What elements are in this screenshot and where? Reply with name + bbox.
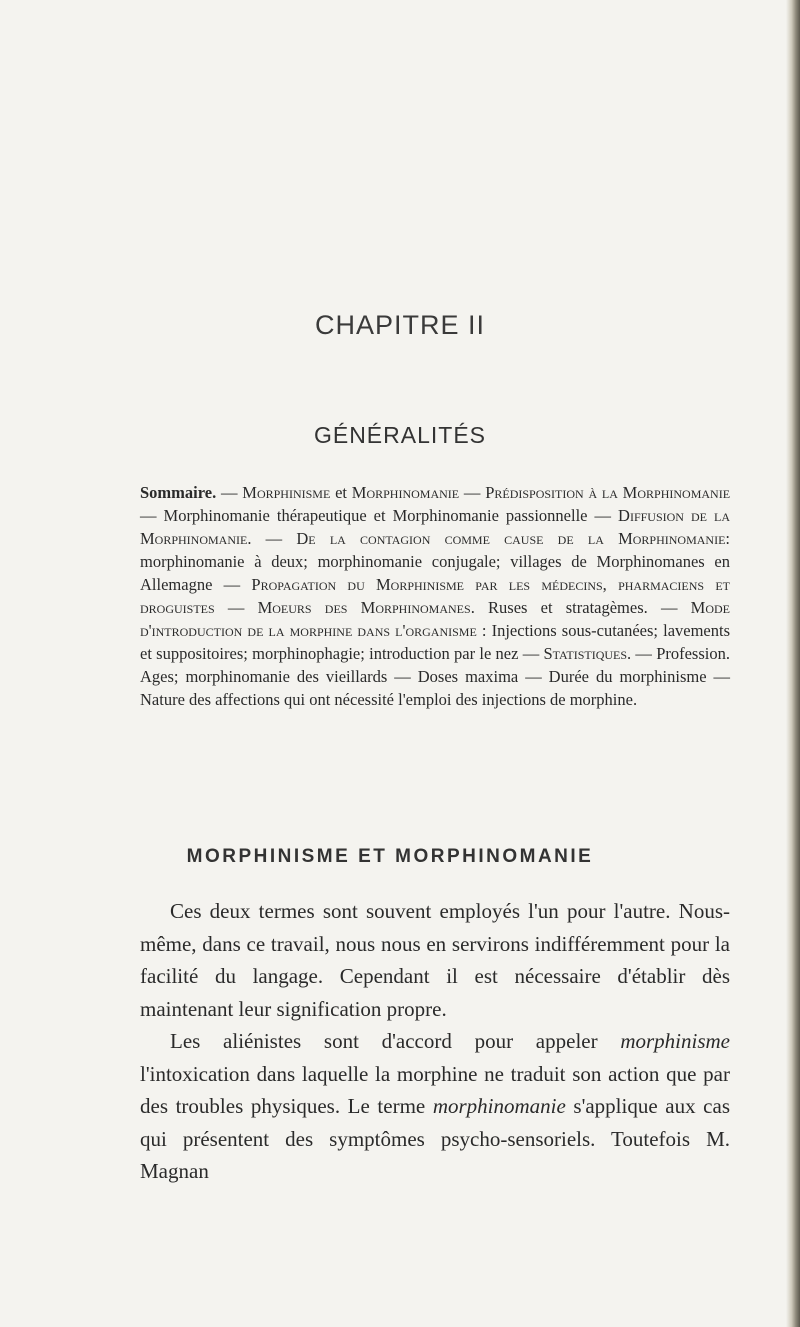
summary-smallcaps: Diffusion de la Morphinomanie	[140, 506, 730, 548]
chapter-heading: CHAPITRE II	[314, 310, 486, 340]
page-edge-shadow	[786, 0, 800, 1327]
summary-text: . Ruses et stratagèmes. —	[470, 598, 691, 617]
summary-smallcaps: Prédisposition à la Morphinomanie	[485, 483, 731, 502]
summary-text: : morphinomanie à deux; morphinomanie conjugale; villages de Morphinomanes en Allemagne —	[140, 529, 730, 594]
summary-smallcaps: Morphinisme	[242, 483, 331, 502]
chapter-summary	[140, 481, 730, 711]
body-text	[140, 895, 730, 1188]
summary-smallcaps: Morphinomanie	[351, 483, 460, 502]
summary-text: : Injections sous-cutanées; lavements et suppositoires; morphinophagie; introduction par le nez —	[140, 621, 731, 663]
summary-lead: Sommaire.	[140, 483, 217, 502]
summary-smallcaps: De la contagion comme cause de la Morphinomanie	[296, 529, 726, 548]
paragraph: Ces deux termes sont souvent employés l'un pour l'autre. Nous-même, dans ce travail, nous nous en servirons indifféremment pour la facilité du langage. Cependant il est nécessaire d'établir dès maintenant leur signification propre.	[140, 899, 730, 1021]
paragraph-text: l'intoxication dans laquelle la morphine ne traduit son action que par des troubles physiques. Le terme	[140, 1061, 730, 1118]
summary-text: . — Profession. Ages; morphinomanie des vieillards — Doses maxima — Durée du morphinisme — Nature des affections qui ont nécessité l'emploi des injections de morphine.	[140, 644, 730, 709]
paragraph-text: Les aliénistes sont d'accord pour appeler	[170, 1029, 621, 1053]
section-heading: MORPHINISME ET MORPHINOMANIE	[186, 846, 594, 867]
summary-smallcaps: Mode d'introduction de la morphine dans l'organisme	[140, 598, 731, 640]
summary-smallcaps: Propagation du Morphinisme par les médecins, pharmaciens et droguistes	[140, 575, 730, 617]
summary-text: —	[459, 483, 486, 502]
summary-text: — Morphinomanie thérapeutique et Morphinomanie passionnelle —	[140, 506, 619, 525]
summary-text: . —	[247, 529, 297, 548]
chapter-title: GÉNÉRALITÉS	[313, 422, 487, 448]
summary-text: et	[330, 483, 352, 502]
summary-text: —	[216, 483, 243, 502]
summary-smallcaps: Moeurs des Morphinomanes	[257, 598, 471, 617]
italic-term: morphinomanie	[432, 1094, 566, 1118]
italic-term: morphinisme	[620, 1029, 730, 1053]
summary-text: —	[214, 598, 258, 617]
paragraph-text: s'applique aux cas qui présentent des symptômes psycho-sensoriels. Toutefois M. Magnan	[140, 1094, 730, 1183]
summary-smallcaps: Statistiques	[543, 644, 628, 663]
paragraph	[140, 1025, 730, 1188]
